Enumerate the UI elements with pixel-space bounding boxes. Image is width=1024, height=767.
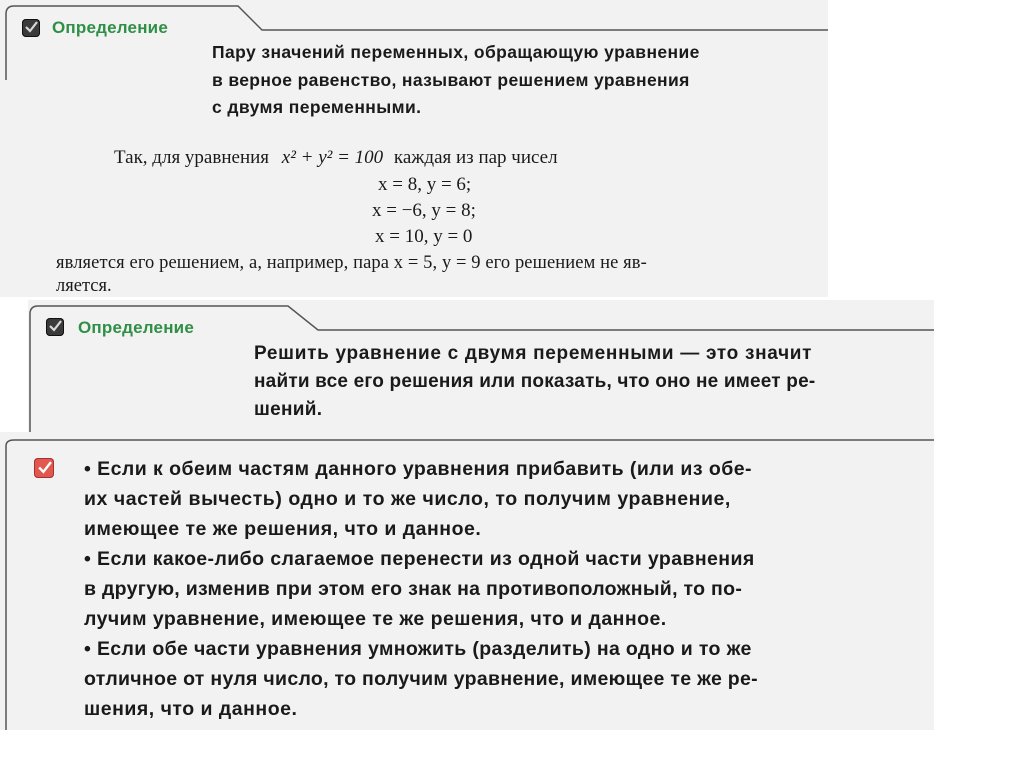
definition-heading: Определение bbox=[78, 318, 194, 337]
definition-line: с двумя переменными. bbox=[212, 97, 422, 117]
definition-line: Пару значений переменных, обращающую уравнение bbox=[212, 42, 700, 62]
example-conclusion: является его решением, а, например, пара x = 5, y = 9 его решением не яв- bbox=[56, 253, 647, 273]
solution-pair: x = −6, y = 8; bbox=[372, 200, 476, 221]
definition-line: шений. bbox=[254, 399, 323, 420]
solution-pair: x = 8, y = 6; bbox=[378, 174, 472, 195]
example-intro bbox=[114, 147, 558, 169]
property-line: их частей вычесть) одно и то же число, то получим уравнение, bbox=[84, 488, 731, 510]
checkbox-icon bbox=[34, 458, 54, 478]
definition-tab-frame bbox=[0, 0, 828, 80]
property-line: лучим уравнение, имеющее те же решения, что и данное. bbox=[84, 608, 667, 630]
property-line: имеющее те же решения, что и данное. bbox=[84, 518, 482, 540]
properties-scan bbox=[0, 432, 934, 730]
checkbox-icon bbox=[22, 19, 40, 37]
example-equation: x² + y² = 100 bbox=[281, 147, 384, 168]
solution-pair: x = 10, y = 0 bbox=[375, 226, 473, 247]
property-line: в другую, изменив при этом его знак на противоположный, то по- bbox=[84, 578, 743, 600]
property-line: отличное от нуля число, то получим уравнение, имеющее те же ре- bbox=[84, 668, 758, 690]
definition-scan-2 bbox=[28, 300, 934, 432]
property-line: шения, что и данное. bbox=[84, 698, 298, 720]
definition-line: в верное равенство, называют решением уравнения bbox=[212, 70, 690, 90]
definition-line: Решить уравнение с двумя переменными — это значит bbox=[254, 343, 813, 364]
property-line: • Если какое-либо слагаемое перенести из одной части уравнения bbox=[84, 548, 755, 570]
definition-heading: Определение bbox=[52, 18, 168, 37]
example-intro-prefix: Так, для уравнения bbox=[114, 147, 270, 168]
definition-scan-1 bbox=[0, 0, 828, 297]
property-line: • Если к обеим частям данного уравнения прибавить (или из обе- bbox=[84, 458, 752, 480]
example-intro-suffix: каждая из пар чисел bbox=[393, 147, 558, 168]
definition-line: найти все его решения или показать, что оно не имеет ре- bbox=[254, 371, 816, 392]
checkbox-icon bbox=[46, 318, 64, 336]
property-line: • Если обе части уравнения умножить (разделить) на одно и то же bbox=[84, 638, 752, 660]
example-conclusion: ляется. bbox=[56, 276, 112, 296]
